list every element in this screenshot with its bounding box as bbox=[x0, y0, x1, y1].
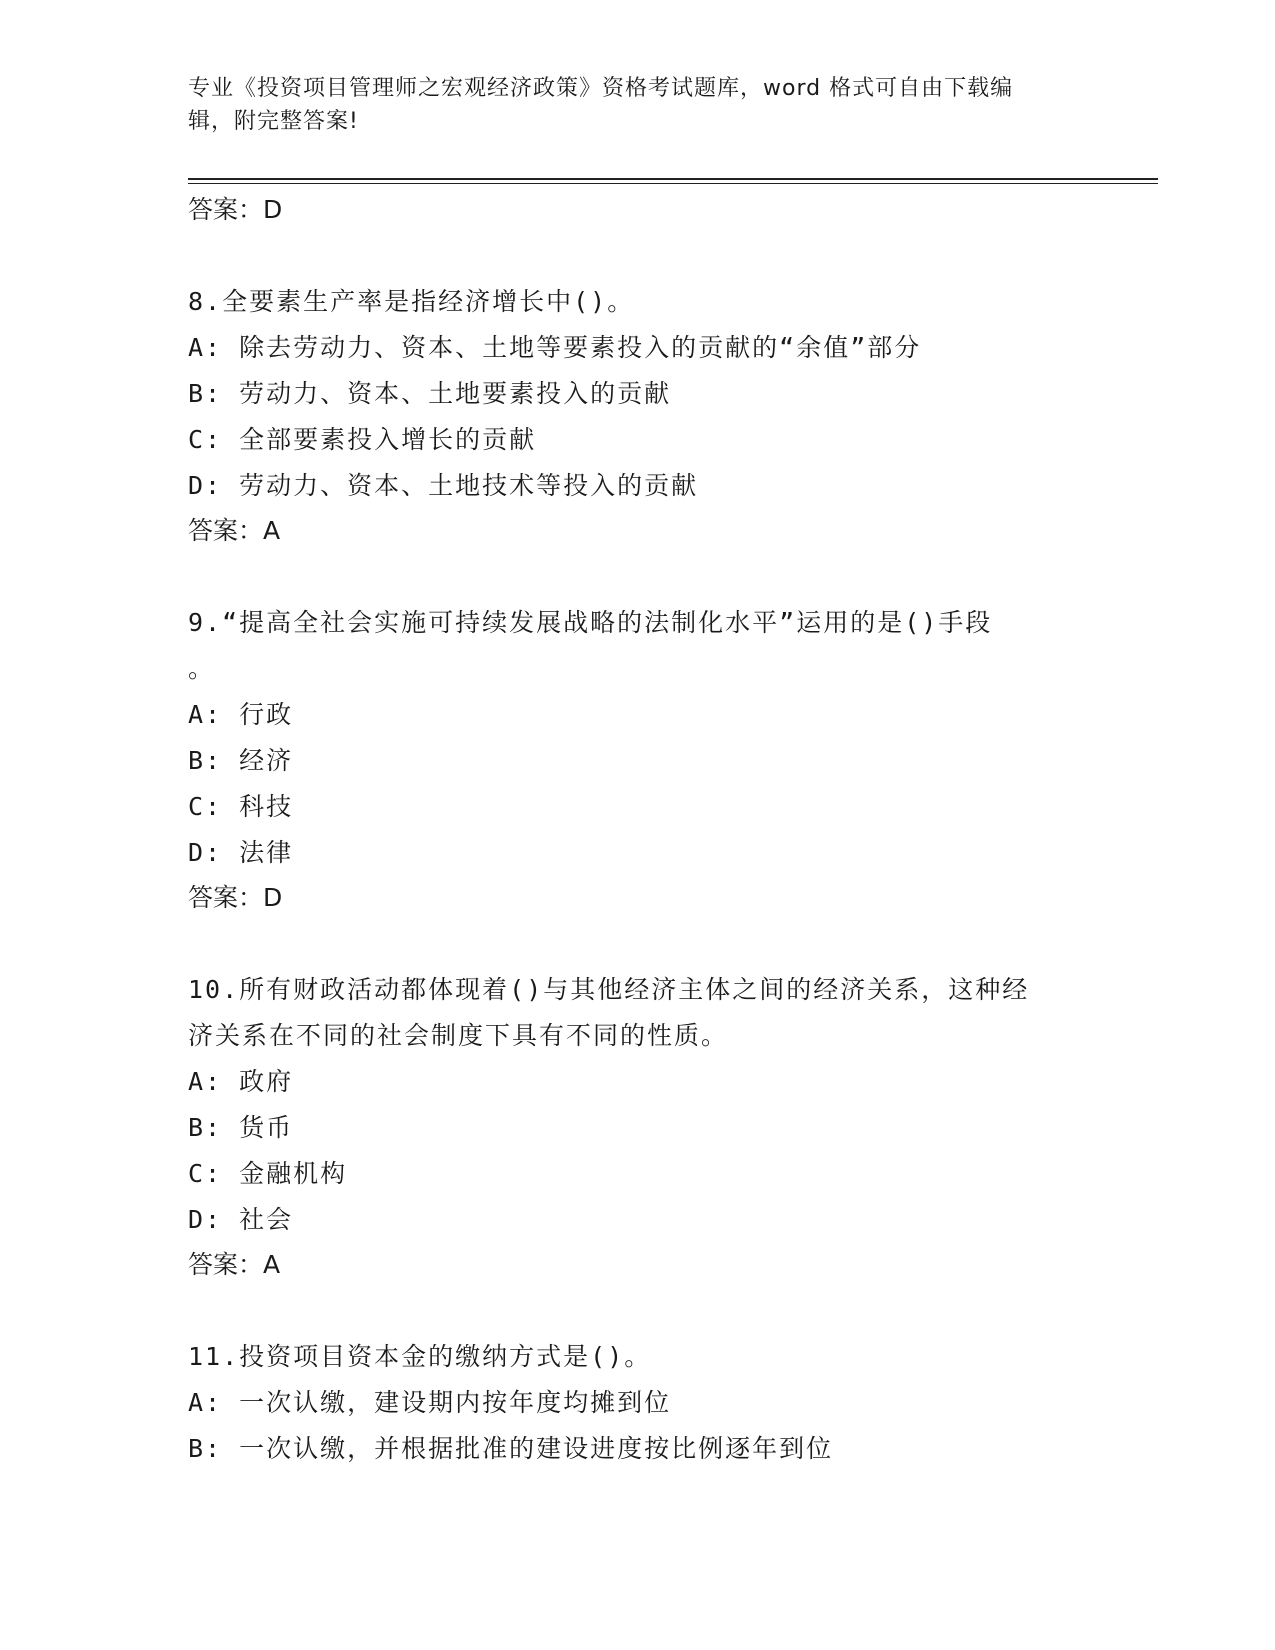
option-d: D: 法律 bbox=[188, 838, 294, 867]
option-c: C: 科技 bbox=[188, 792, 294, 821]
header-line-2: 辑，附完整答案! bbox=[188, 109, 359, 134]
option-d: D: 社会 bbox=[188, 1205, 294, 1234]
option-a: A: 行政 bbox=[188, 700, 294, 729]
option-c: C: 金融机构 bbox=[188, 1159, 348, 1188]
header-divider-thin bbox=[188, 183, 1158, 184]
question-block bbox=[188, 1334, 1088, 1472]
option-b: B: 货币 bbox=[188, 1113, 294, 1142]
question-stem: 8.全要素生产率是指经济增长中()。 bbox=[188, 287, 635, 316]
question-list bbox=[188, 188, 1088, 1472]
option-b: B: 劳动力、资本、土地要素投入的贡献 bbox=[188, 379, 672, 408]
question-stem: 10.所有财政活动都体现着()与其他经济主体之间的经济关系，这种经 bbox=[188, 975, 1030, 1004]
document-header-note bbox=[188, 72, 1078, 138]
option-a: A: 政府 bbox=[188, 1067, 294, 1096]
option-a: A: 一次认缴，建设期内按年度均摊到位 bbox=[188, 1388, 672, 1417]
question-block bbox=[188, 967, 1088, 1287]
option-c: C: 全部要素投入增长的贡献 bbox=[188, 425, 537, 454]
question-block bbox=[188, 600, 1088, 920]
option-a: A: 除去劳动力、资本、土地等要素投入的贡献的“余值”部分 bbox=[188, 333, 922, 362]
question-stem-continued: 济关系在不同的社会制度下具有不同的性质。 bbox=[188, 1021, 729, 1050]
option-d: D: 劳动力、资本、土地技术等投入的贡献 bbox=[188, 471, 699, 500]
header-divider-thick bbox=[188, 178, 1158, 180]
question-stem: 9.“提高全社会实施可持续发展战略的法制化水平”运用的是()手段 bbox=[188, 608, 993, 637]
answer-line: 答案：A bbox=[188, 1250, 281, 1279]
answer-line: 答案：D bbox=[188, 883, 283, 912]
question-block bbox=[188, 279, 1088, 553]
question-stem: 11.投资项目资本金的缴纳方式是()。 bbox=[188, 1342, 652, 1371]
option-b: B: 经济 bbox=[188, 746, 294, 775]
question-stem-continued: 。 bbox=[188, 654, 216, 683]
option-b: B: 一次认缴，并根据批准的建设进度按比例逐年到位 bbox=[188, 1434, 834, 1463]
answer-line: 答案：A bbox=[188, 516, 281, 545]
answer-line: 答案：D bbox=[188, 195, 283, 224]
header-line-1: 专业《投资项目管理师之宏观经济政策》资格考试题库，word 格式可自由下载编 bbox=[188, 76, 1014, 101]
